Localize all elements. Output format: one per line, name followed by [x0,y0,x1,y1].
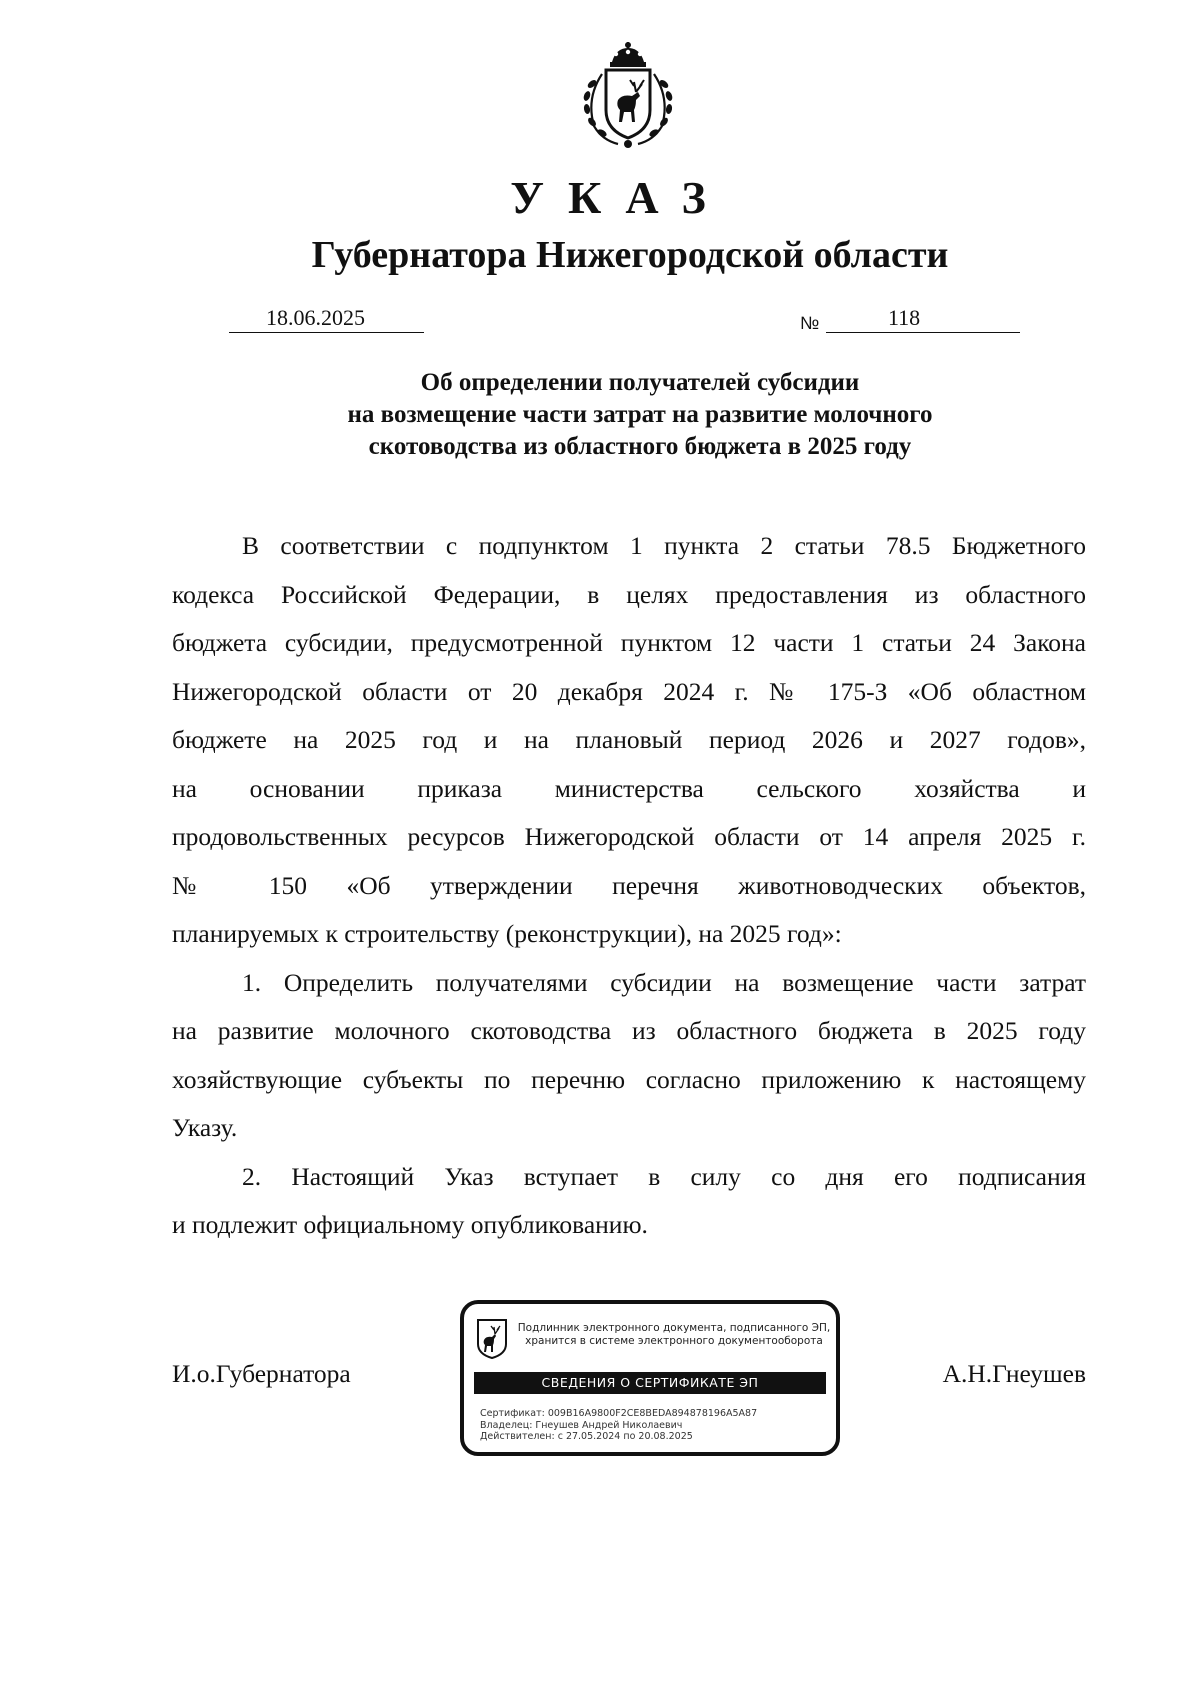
decree-title-line: на возмещение части затрат на развитие молочного [347,401,933,428]
decree-title [200,367,1080,463]
certificate-validity: Действителен: с 27.05.2024 по 20.08.2025 [480,1431,693,1442]
text-line: на основании приказа министерства сельского хозяйства и [172,773,1086,803]
text-line: № 150 «Об утверждении перечня животноводческих объектов, [172,870,1086,900]
preamble-paragraph [172,522,1086,959]
deer-emblem-icon [476,1316,508,1360]
stamp-note-line: хранится в системе электронного документооборота [525,1335,823,1347]
decree-number: 118 [826,304,1020,333]
certificate-owner: Владелец: Гнеушев Андрей Николаевич [480,1419,683,1431]
nizhny-novgorod-coat-of-arms-icon [572,40,684,150]
text-line: Нижегородской области от 20 декабря 2024 г. № 175-З «Об областном [172,676,1086,706]
item-1-paragraph [172,959,1086,1153]
certificate-serial: Сертификат: 009B16A9800F2CE8BEDA894878196A5A87 [480,1408,758,1419]
text-line: кодекса Российской Федерации, в целях предоставления из областного [172,579,1086,609]
signer-position: И.о.Губернатора [172,1359,351,1388]
e-signature-stamp [460,1300,840,1456]
text-line: 2. Настоящий Указ вступает в силу со дня его подписания [242,1161,1086,1191]
number-sign: № [800,313,820,333]
text-line: Указу. [172,1113,238,1142]
decree-date: 18.06.2025 [229,304,424,333]
issuer-heading: Губернатора Нижегородской области [311,234,949,276]
signer-name: А.Н.Гнеушев [942,1359,1086,1388]
certificate-info-bar: СВЕДЕНИЯ О СЕРТИФИКАТЕ ЭП [474,1372,826,1394]
text-line: хозяйствующие субъекты по перечню согласно приложению к настоящему [172,1064,1086,1094]
decree-title-line: скотоводства из областного бюджета в 2025 году [368,433,912,460]
text-line: на развитие молочного скотоводства из областного бюджета в 2025 году [172,1016,1086,1045]
text-line: бюджете на 2025 год и на плановый период 2026 и 2027 годов», [172,725,1086,754]
decree-title-line: Об определении получателей субсидии [420,369,860,396]
text-line: продовольственных ресурсов Нижегородской области от 14 апреля 2025 г. [172,822,1086,851]
text-line: планируемых к строительству (реконструкции), на 2025 год»: [172,919,842,948]
decree-body [172,522,1086,1250]
document-type-heading: УКАЗ [510,172,730,223]
stamp-note-line: Подлинник электронного документа, подписанного ЭП, [517,1322,831,1334]
text-line: 1. Определить получателями субсидии на возмещение части затрат [242,967,1086,997]
text-line: бюджета субсидии, предусмотренной пунктом 12 части 1 статьи 24 Закона [172,628,1086,657]
text-line: В соответствии с подпунктом 1 пункта 2 статьи 78.5 Бюджетного [242,531,1086,560]
certificate-details [480,1408,757,1443]
stamp-note [514,1322,834,1348]
text-line: и подлежит официальному опубликованию. [172,1210,648,1239]
item-2-paragraph [172,1153,1086,1250]
